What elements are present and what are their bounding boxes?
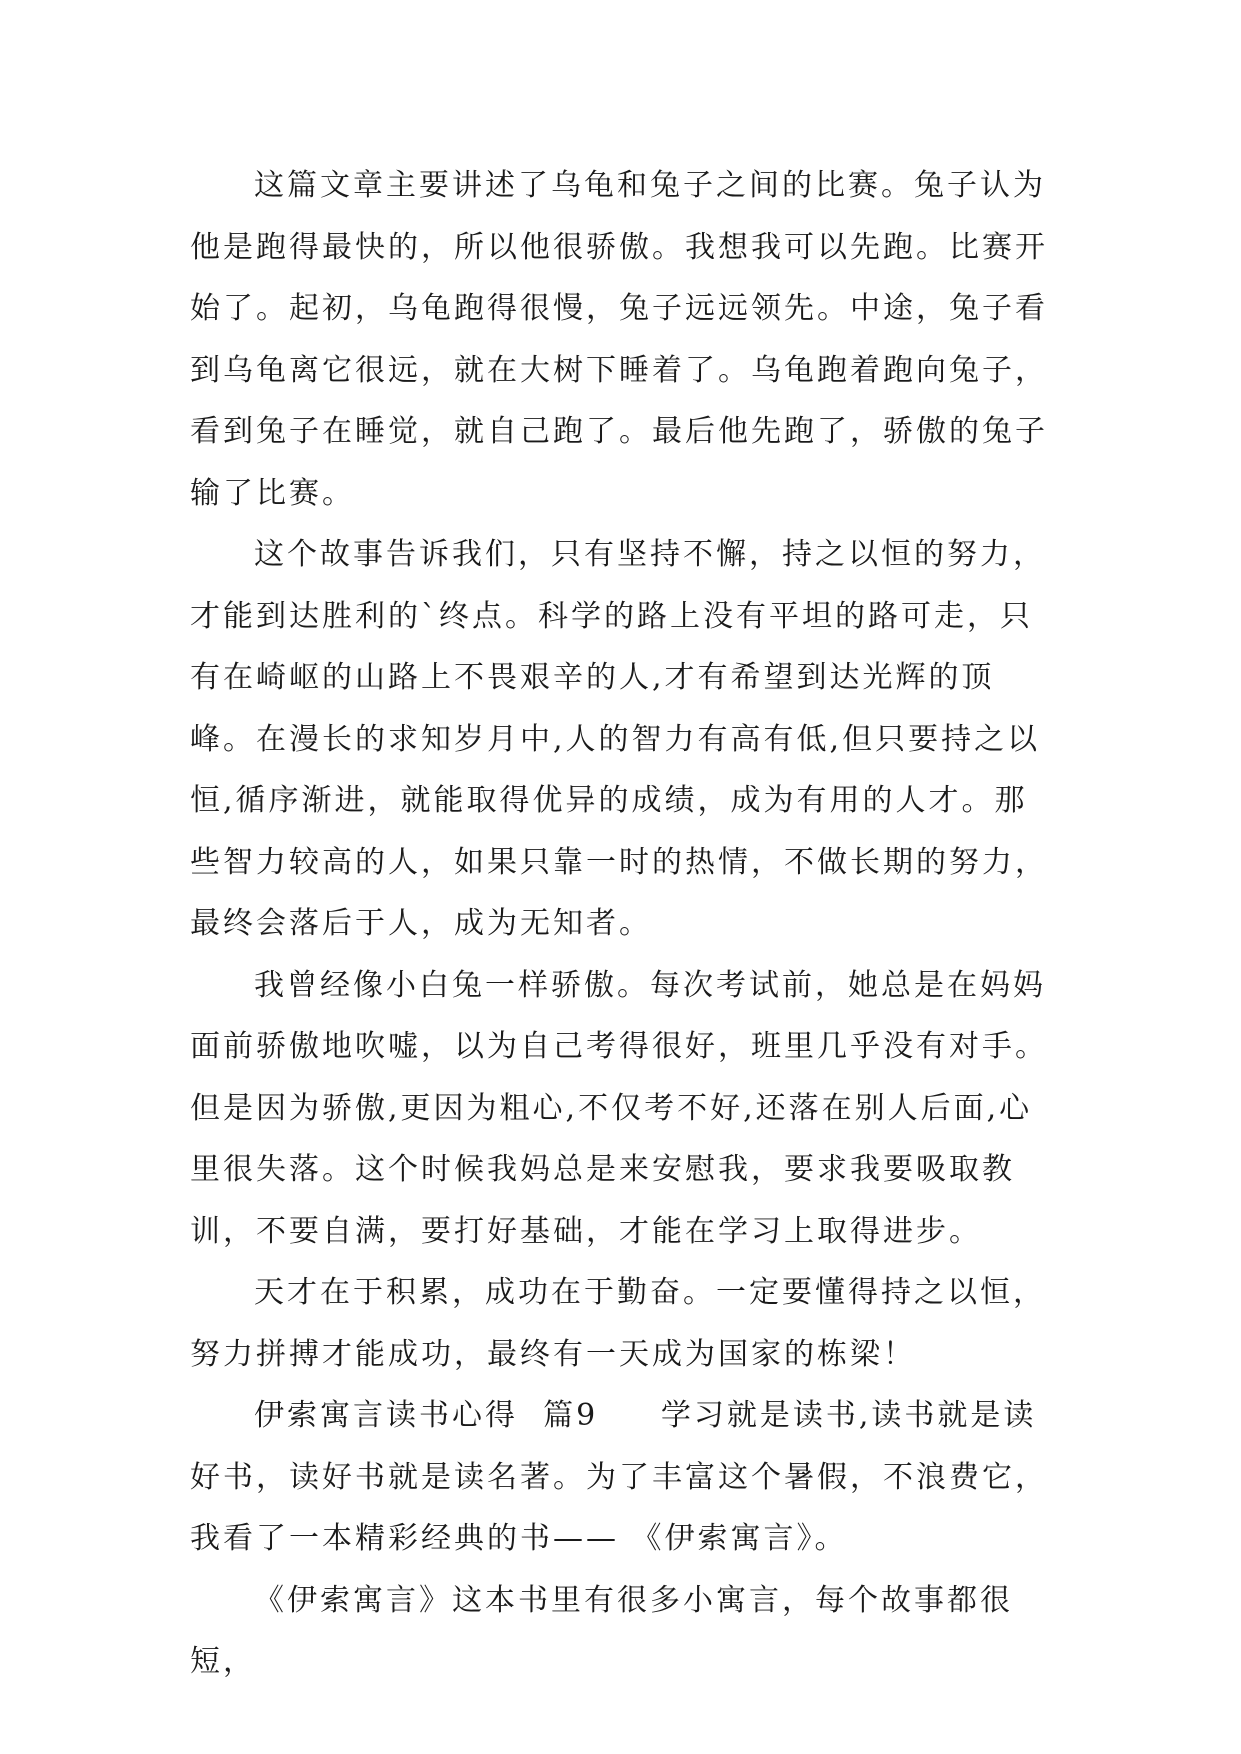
paragraph-personal-experience: 我曾经像小白兔一样骄傲。每次考试前，她总是在妈妈面前骄傲地吹嘘，以为自己考得很好，班里几乎没有对手。但是因为骄傲,更因为粗心,不仅考不好,还落在别人后面,心里很失落。这个时候我妈总是来安慰我，要求我要吸取教训，不要自满，要打好基础，才能在学习上取得进步。 [190, 967, 1048, 1249]
paragraph-article-9-intro: 伊索寓言读书心得 篇9 学习就是读书,读书就是读好书，读好书就是读名著。为了丰富这个暑假，不浪费它，我看了一本精彩经典的书—— 《伊索寓言》。 [190, 1398, 1048, 1556]
paragraph-conclusion: 天才在于积累，成功在于勤奋。一定要懂得持之以恒，努力拼搏才能成功，最终有一天成为国家的栋梁！ [190, 1275, 1046, 1372]
document-body [190, 155, 1056, 1693]
paragraph-tortoise-hare-summary: 这篇文章主要讲述了乌龟和兔子之间的比赛。兔子认为他是跑得最快的，所以他很骄傲。我想我可以先跑。比赛开始了。起初，乌龟跑得很慢，兔子远远领先。中途，兔子看到乌龟离它很远，就在大树下睡着了。乌龟跑着跑向兔子，看到兔子在睡觉，就自己跑了。最后他先跑了，骄傲的兔子输了比赛。 [190, 168, 1048, 511]
paragraph-story-lesson: 这个故事告诉我们，只有坚持不懈，持之以恒的努力，才能到达胜利的`终点。科学的路上没有平坦的路可走，只有在崎岖的山路上不畏艰辛的人,才有希望到达光辉的顶峰。在漫长的求知岁月中,人的智力有高有低,但只要持之以恒,循序渐进，就能取得优异的成绩，成为有用的人才。那些智力较高的人，如果只靠一时的热情，不做长期的努力，最终会落后于人，成为无知者。 [190, 537, 1048, 941]
paragraph-aesop-book: 《伊索寓言》这本书里有很多小寓言，每个故事都很短， [190, 1582, 1013, 1679]
